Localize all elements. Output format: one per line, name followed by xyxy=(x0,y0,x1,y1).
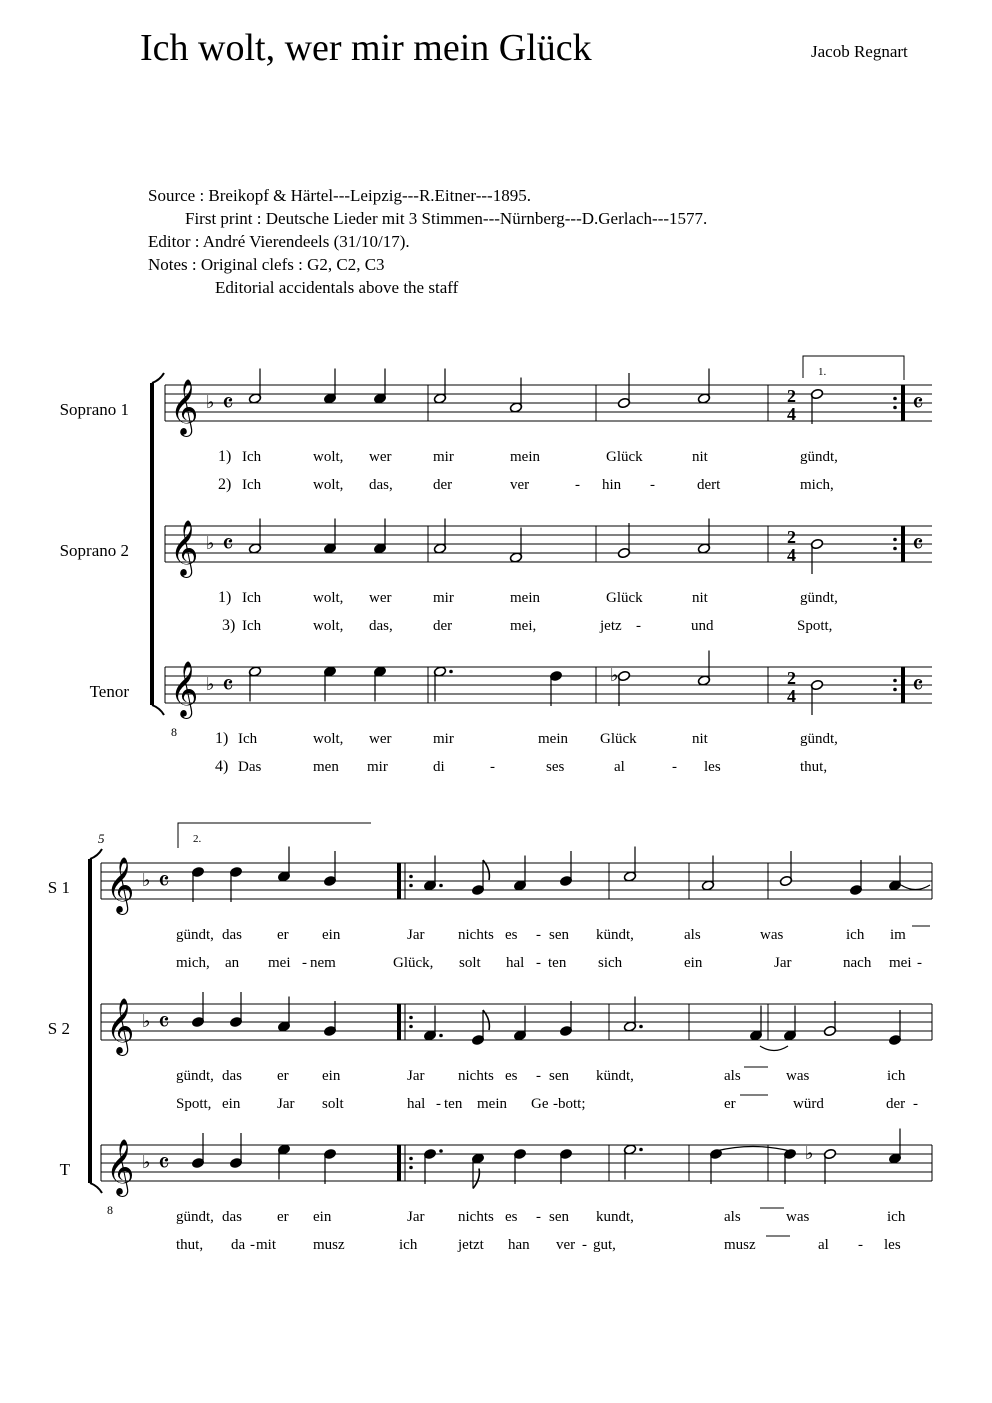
augmentation-dot xyxy=(449,670,453,674)
lyric-syllable: ver xyxy=(556,1237,576,1253)
common-time-icon: 𝄴 xyxy=(222,389,234,418)
lyric-syllable: das xyxy=(222,927,242,943)
lyric-syllable: ich xyxy=(399,1237,418,1253)
repeat-dot xyxy=(893,538,897,542)
lyric-syllable: würd xyxy=(793,1096,824,1112)
augmentation-dot xyxy=(439,1034,443,1038)
lyric-syllable: - xyxy=(536,955,541,971)
treble-clef-icon: 𝄞 xyxy=(106,1141,135,1194)
lyric-syllable: ten xyxy=(548,955,567,971)
lyric-syllable: nichts xyxy=(458,1068,494,1084)
staff-abbrev-3: T xyxy=(59,1160,70,1179)
lyric-syllable: und xyxy=(691,618,714,634)
lyric-syllable: - xyxy=(650,477,655,493)
lyric-syllable: als xyxy=(724,1209,741,1225)
repeat-dot xyxy=(409,875,413,879)
measure-number: 5 xyxy=(98,831,105,846)
lyric-syllable: was xyxy=(760,927,784,943)
lyric-syllable: nit xyxy=(692,449,708,465)
lyric-syllable: es xyxy=(505,1068,518,1084)
lyric-syllable: wolt, xyxy=(313,731,344,747)
lyric-syllable: nichts xyxy=(458,1209,494,1225)
lyric-syllable: - xyxy=(582,1237,587,1253)
lyric-syllable: - xyxy=(858,1237,863,1253)
lyric-syllable: was xyxy=(786,1068,810,1084)
lyric-syllable: Ich xyxy=(238,731,258,747)
lyric-syllable: gündt, xyxy=(176,1068,214,1084)
lyric-syllable: - xyxy=(917,955,922,971)
lyric-syllable: ich xyxy=(846,927,865,943)
lyric-syllable: kundt, xyxy=(596,1209,634,1225)
repeat-dot xyxy=(893,679,897,683)
lyric-syllable: men xyxy=(313,759,339,775)
lyric-syllable: - xyxy=(636,618,641,634)
lyric-syllable: das, xyxy=(369,477,393,493)
lyric-syllable: sen xyxy=(549,1209,569,1225)
lyric-syllable: ein xyxy=(322,1068,341,1084)
lyric-syllable: kündt, xyxy=(596,927,634,943)
lyric-syllable: solt xyxy=(459,955,481,971)
bracket-hook xyxy=(90,1183,102,1193)
lyric-syllable: als xyxy=(684,927,701,943)
time-signature-numerator: 2 xyxy=(787,386,796,406)
lyric-syllable: mir xyxy=(433,590,454,606)
lyric-syllable: - xyxy=(436,1096,441,1112)
lyric-syllable: was xyxy=(786,1209,810,1225)
lyric-syllable: Jar xyxy=(407,927,425,943)
lyric-syllable: bott; xyxy=(558,1096,586,1112)
tenor-octave-mark: 8 xyxy=(107,1203,113,1217)
bracket-hook xyxy=(152,373,164,383)
lyric-syllable: ich xyxy=(887,1209,906,1225)
lyric-syllable: - xyxy=(250,1237,255,1253)
key-signature-flat: ♭ xyxy=(206,533,215,553)
lyric-syllable: di xyxy=(433,759,445,775)
repeat-dot xyxy=(409,1016,413,1020)
source-line: Source : Breikopf & Härtel---Leipzig---R.Eitner---1895. xyxy=(148,186,531,205)
key-signature-flat: ♭ xyxy=(142,870,151,890)
volta-label-1: 1. xyxy=(818,366,827,378)
lyric-syllable: jetz xyxy=(600,618,622,634)
verse-number: 1) xyxy=(218,589,232,606)
lyric-syllable: wer xyxy=(369,590,392,606)
lyric-syllable: solt xyxy=(322,1096,344,1112)
time-signature-denominator: 4 xyxy=(787,404,796,424)
tenor-octave-mark: 8 xyxy=(171,725,177,739)
common-time-icon: 𝄴 xyxy=(158,1149,170,1178)
repeat-dot xyxy=(893,688,897,692)
lyric-syllable: - xyxy=(672,759,677,775)
common-time-icon: 𝄴 xyxy=(222,530,234,559)
lyric-syllable: mich, xyxy=(176,955,210,971)
lyric-syllable: Das xyxy=(238,759,262,775)
repeat-dot xyxy=(893,397,897,401)
lyric-syllable: Jar xyxy=(407,1209,425,1225)
tie xyxy=(901,885,930,890)
lyric-syllable: gut, xyxy=(593,1237,616,1253)
lyric-syllable: als xyxy=(724,1068,741,1084)
lyric-syllable: der xyxy=(886,1096,906,1112)
lyric-syllable: mir xyxy=(367,759,388,775)
lyric-syllable: ses xyxy=(546,759,565,775)
lyric-syllable: Ich xyxy=(242,449,262,465)
lyric-syllable: mein xyxy=(477,1096,507,1112)
lyric-syllable: Jar xyxy=(277,1096,295,1112)
repeat-dot xyxy=(409,884,413,888)
lyric-syllable: Spott, xyxy=(176,1096,212,1112)
lyric-syllable: er xyxy=(724,1096,736,1112)
lyric-syllable: es xyxy=(505,927,518,943)
lyric-syllable: der xyxy=(433,477,453,493)
verse-number: 1) xyxy=(215,730,229,747)
lyric-syllable: Ge xyxy=(531,1096,549,1112)
lyric-syllable: - xyxy=(575,477,580,493)
lyric-syllable: thut, xyxy=(176,1237,204,1253)
staff-abbrev-1: S 1 xyxy=(47,878,70,897)
lyric-syllable: Jar xyxy=(407,1068,425,1084)
time-signature-numerator: 2 xyxy=(787,668,796,688)
lyric-syllable: gündt, xyxy=(800,449,838,465)
key-signature-flat: ♭ xyxy=(142,1152,151,1172)
lyric-syllable: han xyxy=(508,1237,530,1253)
lyric-syllable: im xyxy=(890,927,906,943)
lyric-syllable: mich, xyxy=(800,477,834,493)
lyric-syllable: Jar xyxy=(774,955,792,971)
key-signature-flat: ♭ xyxy=(142,1011,151,1031)
lyric-syllable: mei xyxy=(268,955,291,971)
lyric-syllable: er xyxy=(277,927,289,943)
augmentation-dot xyxy=(639,1025,643,1029)
common-time-icon: 𝄴 xyxy=(912,671,924,700)
lyric-syllable: das xyxy=(222,1068,242,1084)
lyric-syllable: wolt, xyxy=(313,477,344,493)
first-print-line: First print : Deutsche Lieder mit 3 Stimmen---Nürnberg---D.Gerlach---1577. xyxy=(185,209,708,228)
lyric-syllable: - xyxy=(536,1209,541,1225)
editor-line: Editor : André Vierendeels (31/10/17). xyxy=(148,232,410,251)
lyric-syllable: das xyxy=(222,1209,242,1225)
lyric-syllable: mir xyxy=(433,731,454,747)
lyric-syllable: Glück xyxy=(606,449,643,465)
treble-clef-icon: 𝄞 xyxy=(170,522,199,575)
staff-name-3: Tenor xyxy=(89,682,129,701)
lyric-syllable: ein xyxy=(313,1209,332,1225)
lyric-syllable: wer xyxy=(369,731,392,747)
common-time-icon: 𝄴 xyxy=(158,1008,170,1037)
lyric-syllable: hal xyxy=(506,955,525,971)
lyric-syllable: - xyxy=(553,1096,558,1112)
lyric-syllable: musz xyxy=(724,1237,756,1253)
key-signature-flat: ♭ xyxy=(206,392,215,412)
volta-bracket-2 xyxy=(178,823,371,848)
lyric-syllable: gündt, xyxy=(176,927,214,943)
common-time-icon: 𝄴 xyxy=(158,867,170,896)
verse-number: 4) xyxy=(215,758,229,775)
lyric-syllable: ein xyxy=(684,955,703,971)
augmentation-dot xyxy=(439,1149,443,1153)
lyric-syllable: das, xyxy=(369,618,393,634)
lyric-syllable: Glück xyxy=(600,731,637,747)
lyric-syllable: nach xyxy=(843,955,872,971)
lyric-syllable: er xyxy=(277,1068,289,1084)
lyric-syllable: hal xyxy=(407,1096,426,1112)
repeat-dot xyxy=(409,1157,413,1161)
lyric-syllable: wolt, xyxy=(313,590,344,606)
lyric-syllable: mein xyxy=(538,731,568,747)
treble-clef-icon: 𝄞 xyxy=(106,1000,135,1053)
staff-name-1: Soprano 1 xyxy=(59,400,129,419)
common-time-icon: 𝄴 xyxy=(222,671,234,700)
tie xyxy=(760,1046,788,1051)
lyric-syllable: wolt, xyxy=(313,618,344,634)
notes-line-2: Editorial accidentals above the staff xyxy=(215,278,459,297)
staff-name-2: Soprano 2 xyxy=(59,541,129,560)
lyric-syllable: mei, xyxy=(510,618,537,634)
treble-clef-icon: 𝄞 xyxy=(170,381,199,434)
lyric-syllable: ver xyxy=(510,477,530,493)
lyric-syllable: al xyxy=(614,759,625,775)
time-signature-numerator: 2 xyxy=(787,527,796,547)
lyric-syllable: ein xyxy=(322,927,341,943)
treble-clef-icon: 𝄞 xyxy=(170,663,199,716)
lyric-syllable: gündt, xyxy=(800,731,838,747)
lyric-syllable: nit xyxy=(692,731,708,747)
lyric-syllable: mein xyxy=(510,590,540,606)
lyric-syllable: les xyxy=(704,759,721,775)
lyric-syllable: dert xyxy=(697,477,721,493)
key-signature-flat: ♭ xyxy=(206,674,215,694)
bracket-hook xyxy=(90,849,102,859)
lyric-syllable: mir xyxy=(433,449,454,465)
augmentation-dot xyxy=(439,884,443,888)
repeat-dot xyxy=(893,406,897,410)
lyric-syllable: mit xyxy=(256,1237,277,1253)
lyric-syllable: sen xyxy=(549,927,569,943)
lyric-syllable: der xyxy=(433,618,453,634)
lyric-syllable: - xyxy=(913,1096,918,1112)
verse-number: 3) xyxy=(222,617,236,634)
lyric-syllable: Spott, xyxy=(797,618,833,634)
lyric-syllable: sen xyxy=(549,1068,569,1084)
lyric-syllable: er xyxy=(277,1209,289,1225)
lyric-syllable: ich xyxy=(887,1068,906,1084)
common-time-icon: 𝄴 xyxy=(912,530,924,559)
common-time-icon: 𝄴 xyxy=(912,389,924,418)
lyric-syllable: musz xyxy=(313,1237,345,1253)
lyric-syllable: es xyxy=(505,1209,518,1225)
volta-label-2: 2. xyxy=(193,833,202,845)
repeat-dot xyxy=(893,547,897,551)
accidental-flat: ♭ xyxy=(610,665,619,685)
lyric-syllable: gündt, xyxy=(176,1209,214,1225)
verse-number: 1) xyxy=(218,448,232,465)
piece-title: Ich wolt, wer mir mein Glück xyxy=(140,27,592,69)
lyric-syllable: an xyxy=(225,955,240,971)
lyric-syllable: Ich xyxy=(242,590,262,606)
composer-name: Jacob Regnart xyxy=(811,42,908,61)
lyric-syllable: thut, xyxy=(800,759,828,775)
lyric-syllable: hin xyxy=(602,477,622,493)
lyric-syllable: jetzt xyxy=(458,1237,484,1253)
lyric-syllable: Glück xyxy=(606,590,643,606)
lyric-syllable: sich xyxy=(598,955,623,971)
accidental-flat: ♭ xyxy=(805,1143,814,1163)
lyric-syllable: - xyxy=(536,927,541,943)
lyric-syllable: kündt, xyxy=(596,1068,634,1084)
lyric-syllable: da xyxy=(231,1237,246,1253)
augmentation-dot xyxy=(639,1148,643,1152)
lyric-syllable: mei xyxy=(889,955,912,971)
lyric-syllable: gündt, xyxy=(800,590,838,606)
lyric-syllable: Ich xyxy=(242,477,262,493)
repeat-dot xyxy=(409,1166,413,1170)
lyric-syllable: ten xyxy=(444,1096,463,1112)
verse-number: 2) xyxy=(218,476,232,493)
time-signature-denominator: 4 xyxy=(787,686,796,706)
tie xyxy=(716,1147,790,1152)
lyric-syllable: mein xyxy=(510,449,540,465)
lyric-syllable: nichts xyxy=(458,927,494,943)
lyric-syllable: ein xyxy=(222,1096,241,1112)
lyric-syllable: les xyxy=(884,1237,901,1253)
staff-abbrev-2: S 2 xyxy=(47,1019,70,1038)
lyric-syllable: - xyxy=(302,955,307,971)
time-signature-denominator: 4 xyxy=(787,545,796,565)
lyric-syllable: wolt, xyxy=(313,449,344,465)
lyric-syllable: nit xyxy=(692,590,708,606)
treble-clef-icon: 𝄞 xyxy=(106,859,135,912)
lyric-syllable: nem xyxy=(310,955,336,971)
lyric-syllable: Glück, xyxy=(393,955,434,971)
lyric-syllable: al xyxy=(818,1237,829,1253)
notes-line: Notes : Original clefs : G2, C2, C3 xyxy=(148,255,385,274)
lyric-syllable: - xyxy=(490,759,495,775)
lyric-syllable: Ich xyxy=(242,618,262,634)
lyric-syllable: wer xyxy=(369,449,392,465)
repeat-dot xyxy=(409,1025,413,1029)
lyric-syllable: - xyxy=(536,1068,541,1084)
bracket-hook xyxy=(152,705,164,715)
